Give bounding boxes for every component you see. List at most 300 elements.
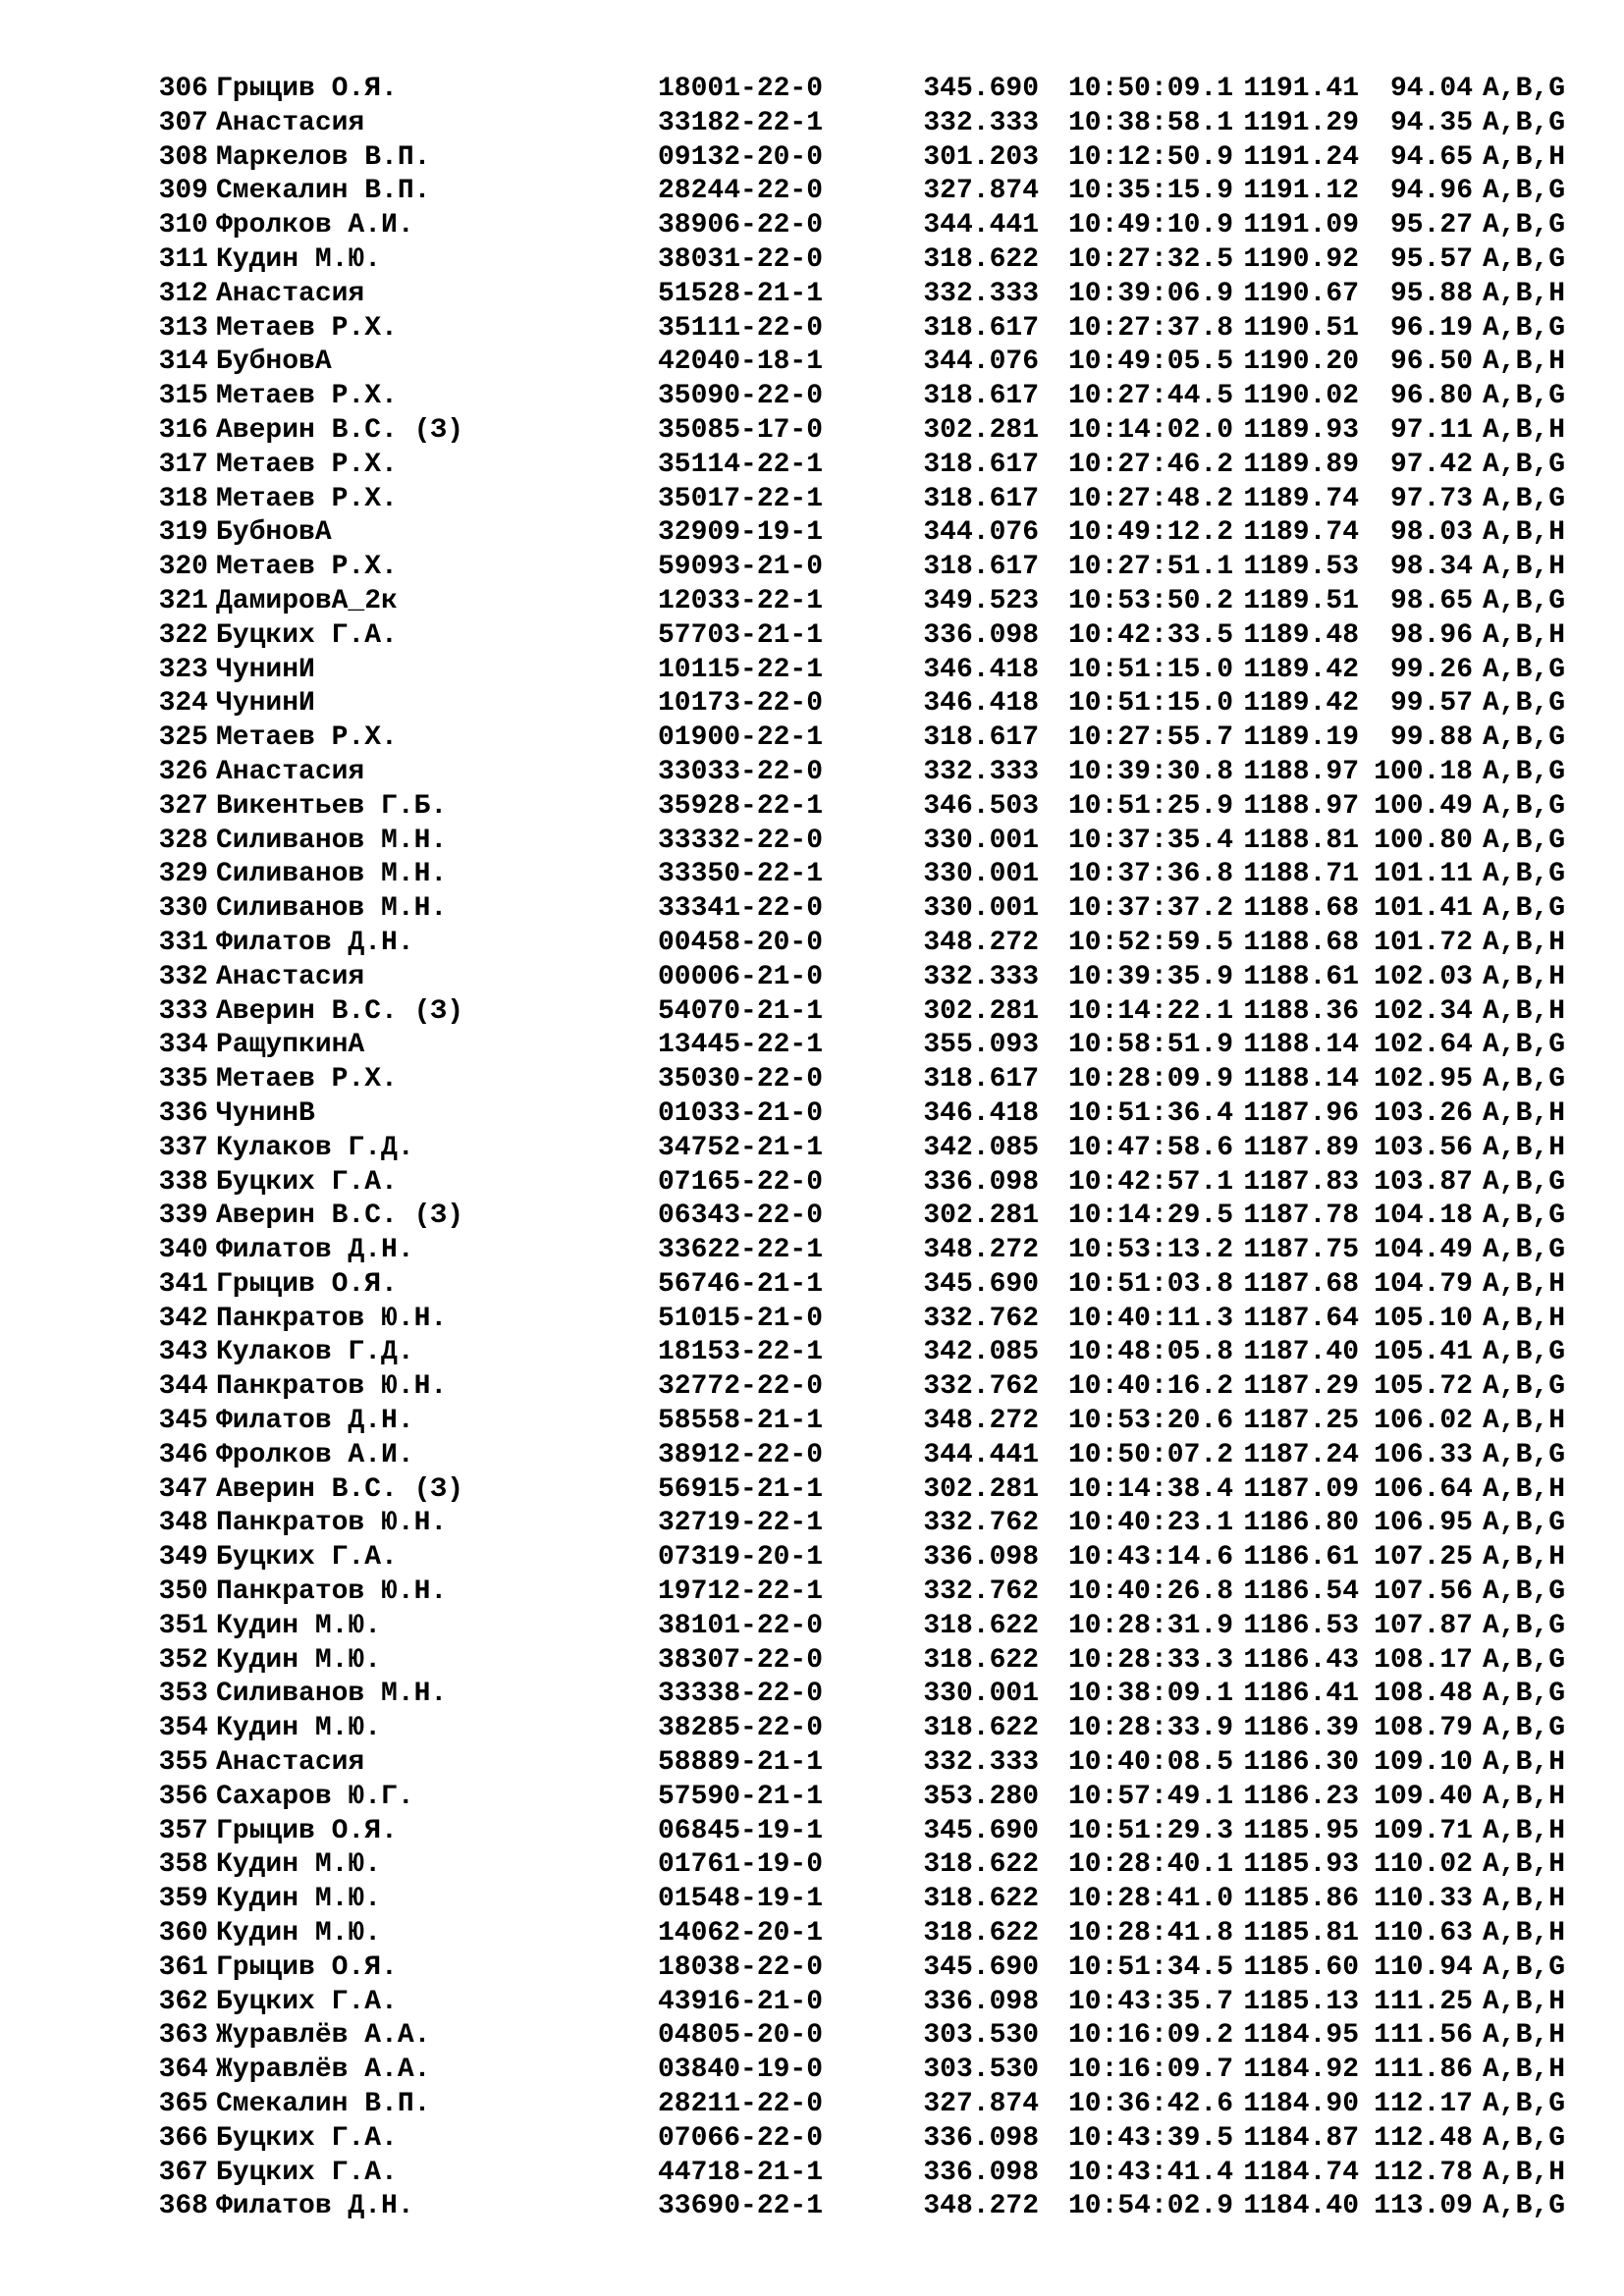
coef-cell: A,B,H — [1483, 1884, 1566, 1915]
time-cell: 10:43:14.6 — [1067, 1542, 1233, 1574]
points-cell: 111.25 — [1374, 1986, 1473, 2017]
ring-cell: 44718-21-1 — [658, 2157, 824, 2188]
points-cell: 106.33 — [1374, 1439, 1473, 1470]
coef-cell: A,B,H — [1483, 1986, 1566, 2017]
points-cell: 102.34 — [1374, 995, 1473, 1027]
table-row — [137, 858, 1612, 892]
coef-cell: A,B,G — [1483, 1576, 1566, 1608]
table-row — [137, 1303, 1612, 1337]
place-cell: 348 — [158, 1508, 208, 1539]
name-cell: Панкратов Ю.Н. — [216, 1576, 448, 1608]
distance-cell: 345.690 — [923, 1815, 1039, 1846]
time-cell: 10:39:30.8 — [1067, 756, 1233, 787]
points-cell: 98.65 — [1389, 585, 1473, 616]
coef-cell: A,B,G — [1483, 74, 1566, 104]
name-cell: Фролков А.И. — [216, 1439, 414, 1470]
points-cell: 108.48 — [1374, 1679, 1473, 1710]
place-cell: 307 — [158, 107, 208, 138]
coef-cell: A,B,G — [1483, 1030, 1566, 1061]
time-cell: 10:36:42.6 — [1067, 2089, 1233, 2120]
place-cell: 341 — [158, 1268, 208, 1300]
speed-cell: 1186.23 — [1243, 1781, 1359, 1812]
ring-cell: 33332-22-0 — [658, 825, 824, 856]
name-cell: Кулаков Г.Д. — [216, 1132, 414, 1163]
ring-cell: 43916-21-0 — [658, 1986, 824, 2017]
points-cell: 110.33 — [1374, 1884, 1473, 1915]
ring-cell: 38285-22-0 — [658, 1713, 824, 1744]
speed-cell: 1187.40 — [1243, 1337, 1359, 1368]
name-cell: ЧунинИ — [216, 688, 315, 720]
coef-cell: A,B,H — [1483, 1473, 1566, 1505]
speed-cell: 1185.95 — [1243, 1815, 1359, 1846]
ring-cell: 07319-20-1 — [658, 1542, 824, 1574]
results-table — [137, 73, 1612, 2224]
distance-cell: 344.441 — [923, 210, 1039, 241]
place-cell: 315 — [158, 381, 208, 412]
coef-cell: A,B,H — [1483, 517, 1566, 549]
distance-cell: 330.001 — [923, 859, 1039, 890]
coef-cell: A,B,G — [1483, 1371, 1566, 1403]
points-cell: 99.26 — [1389, 654, 1473, 685]
distance-cell: 330.001 — [923, 1679, 1039, 1710]
points-cell: 112.17 — [1374, 2089, 1473, 2120]
name-cell: Кудин М.Ю. — [216, 1884, 382, 1915]
coef-cell: A,B,H — [1483, 552, 1566, 583]
table-row — [137, 790, 1612, 825]
points-cell: 101.72 — [1374, 927, 1473, 958]
place-cell: 312 — [158, 278, 208, 309]
table-row — [137, 1370, 1612, 1405]
table-row — [137, 654, 1612, 688]
speed-cell: 1189.51 — [1243, 585, 1359, 616]
distance-cell: 302.281 — [923, 1473, 1039, 1505]
speed-cell: 1185.60 — [1243, 1951, 1359, 1983]
distance-cell: 336.098 — [923, 619, 1039, 651]
name-cell: Анастасия — [216, 961, 365, 992]
distance-cell: 318.622 — [923, 1713, 1039, 1744]
ring-cell: 38031-22-0 — [658, 243, 824, 275]
place-cell: 336 — [158, 1097, 208, 1129]
distance-cell: 303.530 — [923, 2020, 1039, 2052]
coef-cell: A,B,G — [1483, 483, 1566, 514]
table-row — [137, 2054, 1612, 2088]
name-cell: Анастасия — [216, 278, 365, 309]
points-cell: 95.27 — [1389, 210, 1473, 241]
place-cell: 339 — [158, 1201, 208, 1232]
speed-cell: 1191.12 — [1243, 176, 1359, 207]
distance-cell: 303.530 — [923, 2055, 1039, 2086]
ring-cell: 57590-21-1 — [658, 1781, 824, 1812]
table-row — [137, 1132, 1612, 1166]
time-cell: 10:37:35.4 — [1067, 825, 1233, 856]
time-cell: 10:40:11.3 — [1067, 1303, 1233, 1334]
ring-cell: 38101-22-0 — [658, 1610, 824, 1641]
time-cell: 10:28:31.9 — [1067, 1610, 1233, 1641]
distance-cell: 302.281 — [923, 414, 1039, 446]
place-cell: 327 — [158, 790, 208, 822]
time-cell: 10:53:50.2 — [1067, 585, 1233, 616]
place-cell: 357 — [158, 1815, 208, 1846]
speed-cell: 1189.19 — [1243, 722, 1359, 754]
place-cell: 317 — [158, 449, 208, 480]
time-cell: 10:28:41.8 — [1067, 1918, 1233, 1949]
points-cell: 101.11 — [1374, 859, 1473, 890]
points-cell: 99.88 — [1389, 722, 1473, 754]
name-cell: Метаев Р.Х. — [216, 381, 398, 412]
ring-cell: 51015-21-0 — [658, 1303, 824, 1334]
points-cell: 110.63 — [1374, 1918, 1473, 1949]
speed-cell: 1190.20 — [1243, 347, 1359, 378]
name-cell: Метаев Р.Х. — [216, 1064, 398, 1095]
ring-cell: 42040-18-1 — [658, 347, 824, 378]
name-cell: Грыцив О.Я. — [216, 1815, 398, 1846]
table-row — [137, 892, 1612, 927]
ring-cell: 33622-22-1 — [658, 1235, 824, 1266]
place-cell: 323 — [158, 654, 208, 685]
place-cell: 346 — [158, 1439, 208, 1470]
table-row — [137, 1951, 1612, 1986]
ring-cell: 35090-22-0 — [658, 381, 824, 412]
time-cell: 10:51:15.0 — [1067, 654, 1233, 685]
ring-cell: 10115-22-1 — [658, 654, 824, 685]
speed-cell: 1184.87 — [1243, 2122, 1359, 2154]
name-cell: Филатов Д.Н. — [216, 1235, 414, 1266]
table-row — [137, 961, 1612, 995]
points-cell: 94.04 — [1389, 74, 1473, 104]
name-cell: Силиванов М.Н. — [216, 859, 448, 890]
distance-cell: 348.272 — [923, 1406, 1039, 1437]
time-cell: 10:48:05.8 — [1067, 1337, 1233, 1368]
speed-cell: 1187.64 — [1243, 1303, 1359, 1334]
time-cell: 10:28:41.0 — [1067, 1884, 1233, 1915]
place-cell: 365 — [158, 2089, 208, 2120]
speed-cell: 1188.97 — [1243, 756, 1359, 787]
table-row — [137, 1336, 1612, 1370]
table-row — [137, 1610, 1612, 1644]
ring-cell: 04805-20-0 — [658, 2020, 824, 2052]
place-cell: 351 — [158, 1610, 208, 1641]
name-cell: Сахаров Ю.Г. — [216, 1781, 414, 1812]
coef-cell: A,B,G — [1483, 2089, 1566, 2120]
place-cell: 311 — [158, 243, 208, 275]
speed-cell: 1187.24 — [1243, 1439, 1359, 1470]
time-cell: 10:27:32.5 — [1067, 243, 1233, 275]
points-cell: 104.79 — [1374, 1268, 1473, 1300]
name-cell: Анастасия — [216, 1747, 365, 1779]
coef-cell: A,B,G — [1483, 210, 1566, 241]
distance-cell: 345.690 — [923, 1951, 1039, 1983]
name-cell: БубновА — [216, 517, 332, 549]
name-cell: Буцких Г.А. — [216, 619, 398, 651]
time-cell: 10:27:55.7 — [1067, 722, 1233, 754]
distance-cell: 318.622 — [923, 243, 1039, 275]
place-cell: 352 — [158, 1644, 208, 1676]
name-cell: Анастасия — [216, 107, 365, 138]
time-cell: 10:27:48.2 — [1067, 483, 1233, 514]
speed-cell: 1189.74 — [1243, 517, 1359, 549]
name-cell: Кудин М.Ю. — [216, 1610, 382, 1641]
speed-cell: 1187.09 — [1243, 1473, 1359, 1505]
table-row — [137, 825, 1612, 859]
place-cell: 308 — [158, 141, 208, 173]
points-cell: 95.88 — [1389, 278, 1473, 309]
distance-cell: 318.622 — [923, 1918, 1039, 1949]
name-cell: Журавлёв А.А. — [216, 2020, 431, 2052]
table-row — [137, 1986, 1612, 2020]
place-cell: 320 — [158, 552, 208, 583]
distance-cell: 327.874 — [923, 2089, 1039, 2120]
coef-cell: A,B,G — [1483, 381, 1566, 412]
ring-cell: 10173-22-0 — [658, 688, 824, 720]
points-cell: 99.57 — [1389, 688, 1473, 720]
table-row — [137, 2019, 1612, 2054]
time-cell: 10:53:20.6 — [1067, 1406, 1233, 1437]
name-cell: Силиванов М.Н. — [216, 1679, 448, 1710]
place-cell: 361 — [158, 1951, 208, 1983]
ring-cell: 14062-20-1 — [658, 1918, 824, 1949]
ring-cell: 32909-19-1 — [658, 517, 824, 549]
coef-cell: A,B,G — [1483, 176, 1566, 207]
distance-cell: 332.333 — [923, 1747, 1039, 1779]
points-cell: 94.65 — [1389, 141, 1473, 173]
points-cell: 106.95 — [1374, 1508, 1473, 1539]
table-row — [137, 1575, 1612, 1610]
table-row — [137, 449, 1612, 483]
speed-cell: 1185.81 — [1243, 1918, 1359, 1949]
table-row — [137, 1917, 1612, 1951]
table-row — [137, 73, 1612, 107]
name-cell: Грыцив О.Я. — [216, 1951, 398, 1983]
place-cell: 319 — [158, 517, 208, 549]
time-cell: 10:38:09.1 — [1067, 1679, 1233, 1710]
distance-cell: 342.085 — [923, 1132, 1039, 1163]
place-cell: 345 — [158, 1406, 208, 1437]
points-cell: 100.80 — [1374, 825, 1473, 856]
ring-cell: 58889-21-1 — [658, 1747, 824, 1779]
points-cell: 112.48 — [1374, 2122, 1473, 2154]
ring-cell: 00458-20-0 — [658, 927, 824, 958]
place-cell: 333 — [158, 995, 208, 1027]
speed-cell: 1186.53 — [1243, 1610, 1359, 1641]
place-cell: 332 — [158, 961, 208, 992]
table-row — [137, 585, 1612, 619]
place-cell: 337 — [158, 1132, 208, 1163]
table-row — [137, 1234, 1612, 1268]
speed-cell: 1191.29 — [1243, 107, 1359, 138]
table-row — [137, 1166, 1612, 1201]
points-cell: 94.35 — [1389, 107, 1473, 138]
ring-cell: 58558-21-1 — [658, 1406, 824, 1437]
table-row — [137, 414, 1612, 449]
table-row — [137, 1507, 1612, 1541]
points-cell: 103.87 — [1374, 1166, 1473, 1198]
place-cell: 324 — [158, 688, 208, 720]
time-cell: 10:42:57.1 — [1067, 1166, 1233, 1198]
table-row — [137, 1097, 1612, 1132]
speed-cell: 1186.61 — [1243, 1542, 1359, 1574]
ring-cell: 56915-21-1 — [658, 1473, 824, 1505]
ring-cell: 33341-22-0 — [658, 893, 824, 925]
speed-cell: 1188.81 — [1243, 825, 1359, 856]
time-cell: 10:57:49.1 — [1067, 1781, 1233, 1812]
distance-cell: 318.622 — [923, 1884, 1039, 1915]
place-cell: 325 — [158, 722, 208, 754]
table-row — [137, 380, 1612, 414]
ring-cell: 18001-22-0 — [658, 74, 824, 104]
points-cell: 109.71 — [1374, 1815, 1473, 1846]
distance-cell: 302.281 — [923, 995, 1039, 1027]
speed-cell: 1187.75 — [1243, 1235, 1359, 1266]
points-cell: 96.19 — [1389, 312, 1473, 344]
coef-cell: A,B,G — [1483, 1508, 1566, 1539]
coef-cell: A,B,H — [1483, 1747, 1566, 1779]
speed-cell: 1189.53 — [1243, 552, 1359, 583]
speed-cell: 1187.89 — [1243, 1132, 1359, 1163]
ring-cell: 18038-22-0 — [658, 1951, 824, 1983]
speed-cell: 1185.86 — [1243, 1884, 1359, 1915]
name-cell: Анастасия — [216, 756, 365, 787]
name-cell: Буцких Г.А. — [216, 2122, 398, 2154]
ring-cell: 33033-22-0 — [658, 756, 824, 787]
table-row — [137, 551, 1612, 585]
points-cell: 106.64 — [1374, 1473, 1473, 1505]
time-cell: 10:42:33.5 — [1067, 619, 1233, 651]
coef-cell: A,B,H — [1483, 1268, 1566, 1300]
distance-cell: 318.617 — [923, 381, 1039, 412]
ring-cell: 33338-22-0 — [658, 1679, 824, 1710]
table-row — [137, 243, 1612, 278]
speed-cell: 1191.24 — [1243, 141, 1359, 173]
points-cell: 113.09 — [1374, 2191, 1473, 2222]
name-cell: Смекалин В.П. — [216, 2089, 431, 2120]
distance-cell: 346.418 — [923, 654, 1039, 685]
distance-cell: 342.085 — [923, 1337, 1039, 1368]
time-cell: 10:27:46.2 — [1067, 449, 1233, 480]
time-cell: 10:51:36.4 — [1067, 1097, 1233, 1129]
place-cell: 330 — [158, 893, 208, 925]
coef-cell: A,B,H — [1483, 1781, 1566, 1812]
time-cell: 10:28:33.9 — [1067, 1713, 1233, 1744]
time-cell: 10:40:23.1 — [1067, 1508, 1233, 1539]
points-cell: 96.50 — [1389, 347, 1473, 378]
place-cell: 354 — [158, 1713, 208, 1744]
points-cell: 105.10 — [1374, 1303, 1473, 1334]
coef-cell: A,B,G — [1483, 585, 1566, 616]
place-cell: 321 — [158, 585, 208, 616]
speed-cell: 1188.36 — [1243, 995, 1359, 1027]
speed-cell: 1190.92 — [1243, 243, 1359, 275]
name-cell: Силиванов М.Н. — [216, 825, 448, 856]
ring-cell: 07165-22-0 — [658, 1166, 824, 1198]
place-cell: 316 — [158, 414, 208, 446]
coef-cell: A,B,H — [1483, 414, 1566, 446]
coef-cell: A,B,H — [1483, 1918, 1566, 1949]
points-cell: 104.18 — [1374, 1201, 1473, 1232]
distance-cell: 336.098 — [923, 2122, 1039, 2154]
place-cell: 356 — [158, 1781, 208, 1812]
ring-cell: 35111-22-0 — [658, 312, 824, 344]
time-cell: 10:27:51.1 — [1067, 552, 1233, 583]
name-cell: Филатов Д.Н. — [216, 927, 414, 958]
place-cell: 349 — [158, 1542, 208, 1574]
time-cell: 10:43:35.7 — [1067, 1986, 1233, 2017]
distance-cell: 332.333 — [923, 107, 1039, 138]
points-cell: 98.34 — [1389, 552, 1473, 583]
place-cell: 328 — [158, 825, 208, 856]
name-cell: Фролков А.И. — [216, 210, 414, 241]
table-row — [137, 1439, 1612, 1473]
speed-cell: 1187.78 — [1243, 1201, 1359, 1232]
speed-cell: 1189.42 — [1243, 688, 1359, 720]
distance-cell: 318.617 — [923, 449, 1039, 480]
ring-cell: 12033-22-1 — [658, 585, 824, 616]
points-cell: 97.73 — [1389, 483, 1473, 514]
place-cell: 362 — [158, 1986, 208, 2017]
distance-cell: 318.617 — [923, 722, 1039, 754]
name-cell: Аверин В.С. (З) — [216, 995, 464, 1027]
coef-cell: A,B,H — [1483, 927, 1566, 958]
distance-cell: 332.762 — [923, 1576, 1039, 1608]
speed-cell: 1187.29 — [1243, 1371, 1359, 1403]
distance-cell: 349.523 — [923, 585, 1039, 616]
ring-cell: 35017-22-1 — [658, 483, 824, 514]
ring-cell: 33182-22-1 — [658, 107, 824, 138]
points-cell: 110.02 — [1374, 1849, 1473, 1881]
distance-cell: 318.617 — [923, 312, 1039, 344]
place-cell: 364 — [158, 2055, 208, 2086]
ring-cell: 35928-22-1 — [658, 790, 824, 822]
points-cell: 109.40 — [1374, 1781, 1473, 1812]
time-cell: 10:49:12.2 — [1067, 517, 1233, 549]
speed-cell: 1187.83 — [1243, 1166, 1359, 1198]
coef-cell: A,B,H — [1483, 619, 1566, 651]
points-cell: 111.86 — [1374, 2055, 1473, 2086]
distance-cell: 348.272 — [923, 2191, 1039, 2222]
speed-cell: 1191.09 — [1243, 210, 1359, 241]
place-cell: 313 — [158, 312, 208, 344]
table-row — [137, 2157, 1612, 2191]
table-row — [137, 1063, 1612, 1097]
distance-cell: 336.098 — [923, 1166, 1039, 1198]
coef-cell: A,B,H — [1483, 141, 1566, 173]
speed-cell: 1184.40 — [1243, 2191, 1359, 2222]
name-cell: Кудин М.Ю. — [216, 1644, 382, 1676]
table-row — [137, 927, 1612, 961]
table-row — [137, 721, 1612, 756]
table-row — [137, 516, 1612, 551]
table-row — [137, 619, 1612, 654]
place-cell: 331 — [158, 927, 208, 958]
coef-cell: A,B,G — [1483, 2122, 1566, 2154]
points-cell: 98.96 — [1389, 619, 1473, 651]
distance-cell: 332.333 — [923, 756, 1039, 787]
time-cell: 10:52:59.5 — [1067, 927, 1233, 958]
speed-cell: 1190.67 — [1243, 278, 1359, 309]
coef-cell: A,B,G — [1483, 1713, 1566, 1744]
time-cell: 10:40:08.5 — [1067, 1747, 1233, 1779]
table-row — [137, 107, 1612, 141]
time-cell: 10:16:09.7 — [1067, 2055, 1233, 2086]
speed-cell: 1187.96 — [1243, 1097, 1359, 1129]
points-cell: 102.64 — [1374, 1030, 1473, 1061]
place-cell: 329 — [158, 859, 208, 890]
table-row — [137, 1268, 1612, 1303]
ring-cell: 35030-22-0 — [658, 1064, 824, 1095]
coef-cell: A,B,G — [1483, 243, 1566, 275]
speed-cell: 1189.89 — [1243, 449, 1359, 480]
ring-cell: 56746-21-1 — [658, 1268, 824, 1300]
time-cell: 10:37:37.2 — [1067, 893, 1233, 925]
